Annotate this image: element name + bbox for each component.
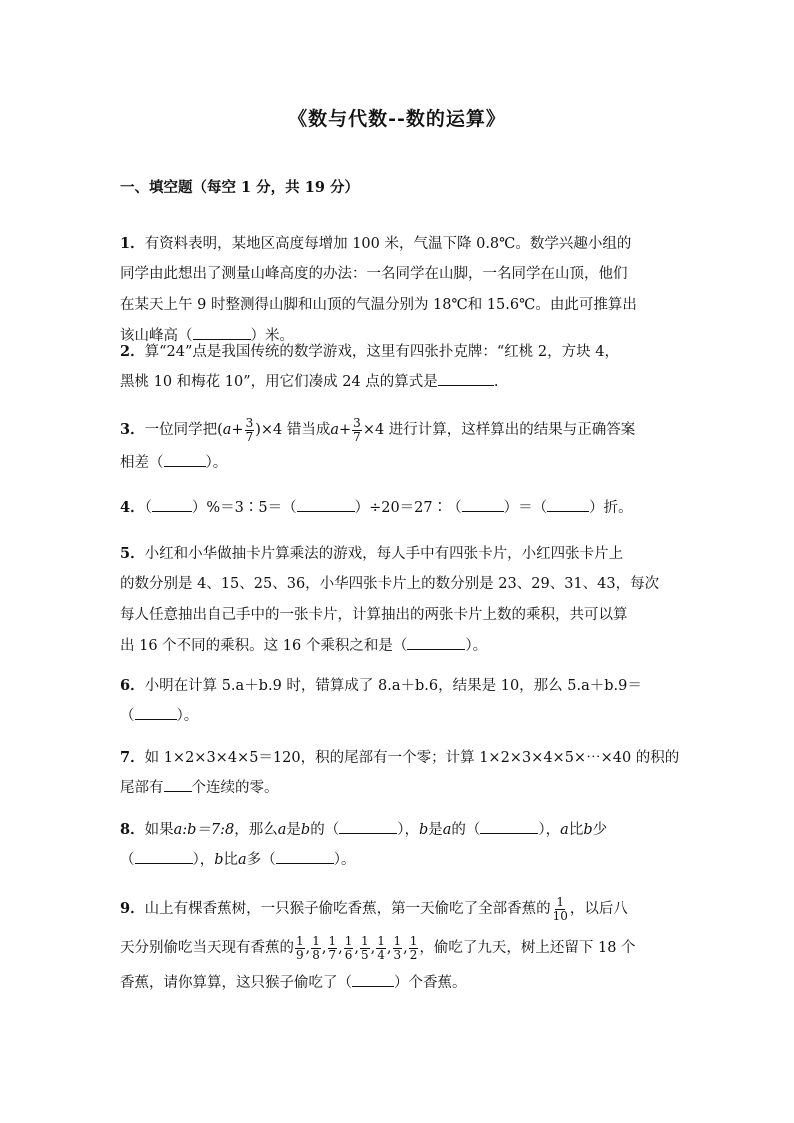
question-text: ）， [397,822,419,838]
question-number: 3． [120,421,145,438]
variable-a: a [442,822,452,838]
answer-blank[interactable] [164,451,206,467]
question-text: 山上有棵香蕉树，一只猴子偷吃香蕉，第一天偷吃了全部香蕉的 [144,901,551,917]
question-text: ）折。 [589,500,633,516]
fraction-item [409,935,419,962]
question-text: 一位同学把( [144,422,223,438]
question-text: 多（ [246,852,276,868]
question-text: 该山峰高（ [120,328,193,344]
question-text: 在某天上午 9 时整测得山脚和山顶的气温分别为 18℃和 15.6℃。由此可推算出 [120,297,637,313]
denominator: 6 [344,947,353,962]
variable-a: a [560,822,569,838]
numerator: 1 [344,933,353,948]
question-number: 9． [120,900,145,917]
answer-blank[interactable] [438,370,494,386]
question-text: ）÷20＝27∶（ [354,500,462,516]
numerator: 3 [353,415,361,430]
question-text: 小红和小华做抽卡片算乘法的游戏，每人手中有四张卡片，小红四张卡片上 [144,546,624,562]
fraction-1-10 [552,896,569,923]
question-text: 比 [568,822,584,838]
question-number: 4． [120,499,145,516]
question-number: 8． [120,821,145,838]
denominator: 8 [312,947,320,962]
fraction-3-7 [352,417,362,444]
denominator: 2 [409,947,418,962]
question-text: ）米。 [250,328,294,344]
question-text: ）。 [176,708,199,724]
question-text: 天分别偷吃当天现有香蕉的 [120,940,294,956]
denominator: 7 [328,947,337,962]
fraction-3-7 [245,417,255,444]
fraction-item [360,935,370,962]
question-text: ）， [538,822,561,838]
numerator: 1 [377,933,385,948]
question-text: ）。 [333,852,356,868]
comma-separator: , [370,940,376,956]
question-4 [120,492,680,523]
answer-blank[interactable] [462,496,504,512]
section-heading: 一、填空题（每空 1 分，共 19 分） [120,179,359,196]
question-2 [120,336,680,398]
question-text: 的（ [310,822,340,838]
denominator: 4 [377,947,385,962]
question-text: ）。 [465,638,488,654]
denominator: 7 [353,429,361,444]
question-text: 有资料表明，某地区高度每增加 100 米，气温下降 0.8℃。数学兴趣小组的 [144,236,632,252]
comma-separator: , [403,940,408,956]
comma-separator: , [338,940,343,956]
denominator: 10 [552,908,568,923]
fraction-item [376,935,386,962]
answer-blank[interactable] [480,818,538,834]
answer-blank[interactable] [339,818,397,834]
comma-separator: , [321,940,327,956]
question-number: 5． [120,545,145,562]
question-text: （ [144,500,152,516]
question-text: 比 [223,852,239,868]
question-text: 的数分别是 4、15、25、36，小华四张卡片上的数分别是 23、29、31、43，每次 [120,576,660,592]
question-text: 如 1×2×3×4×5＝120，积的尾部有一个零；计算 1×2×3×4×5×⋯×40 的积的 [144,750,680,766]
variable-b: b [583,822,593,838]
numerator: 1 [296,933,304,948]
numerator: 1 [328,933,337,948]
question-text: 少 [592,822,608,838]
denominator: 3 [393,947,402,962]
question-text: ）＝（ [503,500,548,516]
answer-blank[interactable] [135,704,177,720]
variable-b: b [418,822,429,838]
numerator: 1 [393,933,402,948]
answer-blank[interactable] [547,496,589,512]
question-text: 个连续的零。 [191,780,279,796]
fraction-list [294,933,419,962]
denominator: 5 [361,947,369,962]
question-number: 1． [120,235,145,252]
question-text: （ [120,708,135,724]
question-text: 同学由此想出了测量山峰高度的办法：一名同学在山脚，一名同学在山顶，他们 [120,266,628,282]
answer-blank[interactable] [407,634,465,650]
question-text: ）。 [205,455,228,471]
variable-a: a [238,852,247,868]
question-9 [120,890,680,999]
numerator: 3 [245,415,254,430]
question-text: 相差（ [120,455,164,471]
fraction-item [328,935,338,962]
question-text: 香蕉，请你算算，这只猴子偷吃了（ [120,975,352,991]
question-text: . [493,374,499,390]
question-number: 6． [120,677,145,694]
variable-b: b [214,852,224,868]
question-7 [120,742,680,804]
question-number: 7． [120,749,145,766]
question-text: ）个香蕉。 [394,975,467,991]
answer-blank[interactable] [276,848,334,864]
question-text: 黑桃 10 和梅花 10”，用它们凑成 24 点的算式是 [120,374,438,390]
answer-blank[interactable] [297,496,355,512]
question-text: ）%＝3∶5＝（ [191,500,297,516]
question-text: 如果 [144,822,174,838]
question-text: 算“24”点是我国传统的数学游戏，这里有四张扑克牌：“红桃 2，方块 4， [144,344,619,360]
question-6 [120,670,680,732]
question-text: ，偷吃了九天，树上还留下 18 个 [419,940,636,956]
question-number: 2． [120,343,145,360]
question-text: ，以后八 [569,901,628,917]
comma-separator: , [305,940,311,956]
plus-sign: + [339,422,352,438]
fraction-item [311,935,321,962]
question-text: ，那么 [234,822,278,838]
question-5 [120,538,680,662]
answer-blank[interactable] [135,848,193,864]
page-title: 《数与代数--数的运算》 [288,108,506,130]
comma-separator: , [386,940,392,956]
answer-blank[interactable] [152,496,192,512]
variable-a: a [277,822,287,838]
question-text: 是 [286,822,301,838]
question-text: 是 [428,822,443,838]
answer-blank[interactable] [352,971,394,987]
question-text: 的（ [451,822,481,838]
numerator: 1 [361,933,369,948]
denominator: 9 [296,947,304,962]
numerator: 1 [409,933,418,948]
question-text: 每人任意抽出自己手中的一张卡片，计算抽出的两张卡片上数的乘积，共可以算 [120,607,628,623]
comma-separator: , [354,940,359,956]
numerator: 1 [556,894,565,909]
ratio-expression: a:b＝7:8 [173,822,235,838]
denominator: 7 [245,429,254,444]
question-1 [120,228,680,352]
question-text: 尾部有 [120,780,164,796]
plus-sign: + [231,422,244,438]
question-3 [120,412,680,479]
question-text: （ [120,852,135,868]
fraction-item [295,935,305,962]
answer-blank[interactable] [164,776,192,792]
fraction-item [393,935,403,962]
question-text: 出 16 个不同的乘积。这 16 个乘积之和是（ [120,638,408,654]
question-8 [120,814,680,876]
question-text: ）， [192,852,215,868]
variable-a: a [330,422,340,438]
numerator: 1 [312,933,320,948]
fraction-item [344,935,354,962]
question-text: )×4 错当成 [255,422,331,438]
question-text: ×4 进行计算，这样算出的结果与正确答案 [362,422,636,438]
question-text: 小明在计算 5.a＋b.9 时，错算成了 8.a＋b.6，结果是 10，那么 5.a＋b.9＝ [144,678,642,694]
variable-a: a [222,422,232,438]
variable-b: b [300,822,311,838]
